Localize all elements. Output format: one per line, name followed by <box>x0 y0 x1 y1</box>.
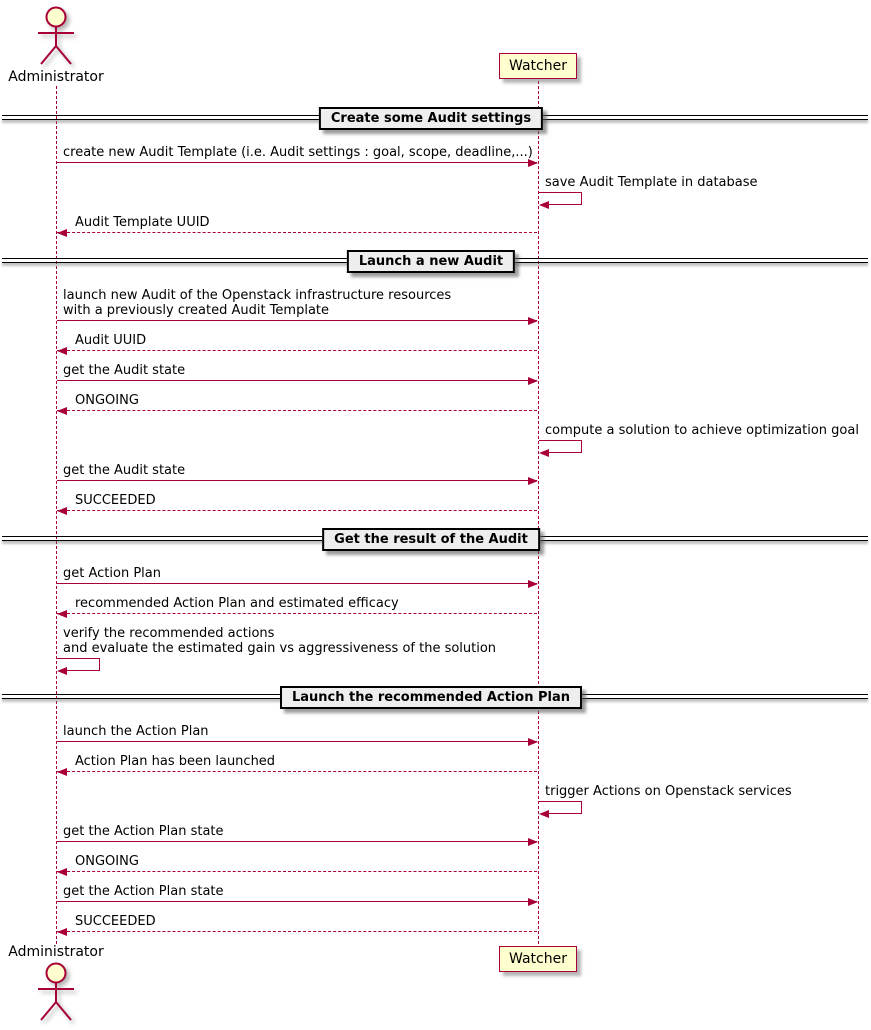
message-text <box>63 884 224 899</box>
message-text <box>63 824 224 839</box>
message-text-line: get Action Plan <box>63 566 161 581</box>
arrowhead-icon <box>528 898 538 906</box>
message-text-line: get the Audit state <box>63 463 186 478</box>
self-loop-top <box>539 801 581 802</box>
message-line <box>57 380 537 381</box>
message-text-line: and evaluate the estimated gain vs aggressiveness of the solution <box>63 641 497 656</box>
message-text <box>63 566 161 581</box>
divider-label: Get the result of the Audit <box>322 528 540 551</box>
self-loop-top <box>57 658 99 659</box>
arrowhead-icon <box>528 377 538 385</box>
administrator-label-top: Administrator <box>8 69 104 85</box>
arrowhead-icon <box>539 810 549 818</box>
self-loop-bottom <box>547 813 582 814</box>
message-line <box>57 320 537 321</box>
message-text <box>75 914 156 929</box>
message-text <box>63 463 185 478</box>
message-text <box>63 363 185 378</box>
administrator-actor-icon <box>31 6 81 68</box>
arrowhead-icon <box>57 610 67 618</box>
arrowhead-icon <box>528 738 538 746</box>
message-text-line: Audit UUID <box>75 333 147 348</box>
message-text-line: save Audit Template in database <box>545 175 758 190</box>
message-line <box>57 162 537 163</box>
message-text-line: get the Action Plan state <box>63 884 224 899</box>
administrator-lifeline <box>56 86 57 944</box>
message-text-line: Action Plan has been launched <box>75 754 276 769</box>
message-text-line: trigger Actions on Openstack services <box>545 784 792 799</box>
self-loop-top <box>539 192 581 193</box>
arrowhead-icon <box>57 667 67 675</box>
administrator-label-bottom: Administrator <box>8 944 104 960</box>
message-text-line: with a previously created Audit Template <box>63 303 330 318</box>
message-text <box>75 854 139 869</box>
arrowhead-icon <box>57 868 67 876</box>
message-line <box>57 232 537 233</box>
arrowhead-icon <box>539 201 549 209</box>
self-loop-bottom <box>65 670 100 671</box>
message-line <box>57 871 537 872</box>
message-line <box>57 510 537 511</box>
message-text-line: launch the Action Plan <box>63 724 209 739</box>
arrowhead-icon <box>528 580 538 588</box>
message-text <box>63 288 451 318</box>
message-text-line: launch new Audit of the Openstack infrastructure resources <box>63 288 452 303</box>
arrowhead-icon <box>57 928 67 936</box>
message-line <box>57 613 537 614</box>
message-text <box>75 215 210 230</box>
message-text-line: SUCCEEDED <box>75 914 156 929</box>
message-line <box>57 931 537 932</box>
message-text-line: ONGOING <box>75 393 139 408</box>
divider-label: Launch a new Audit <box>347 250 515 273</box>
message-text-line: get the Audit state <box>63 363 186 378</box>
message-text-line: get the Action Plan state <box>63 824 224 839</box>
message-text <box>75 333 146 348</box>
arrowhead-icon <box>57 229 67 237</box>
watcher-box-bottom: Watcher <box>499 946 577 972</box>
self-loop-bottom <box>547 204 582 205</box>
message-line <box>57 480 537 481</box>
self-message-text <box>63 626 496 656</box>
arrowhead-icon <box>528 477 538 485</box>
message-text <box>63 145 533 160</box>
self-loop-bottom <box>547 452 582 453</box>
message-line <box>57 583 537 584</box>
message-line <box>57 771 537 772</box>
message-line <box>57 410 537 411</box>
message-text-line: compute a solution to achieve optimization goal <box>545 423 859 438</box>
message-text-line: SUCCEEDED <box>75 493 156 508</box>
arrowhead-icon <box>539 449 549 457</box>
watcher-box-top: Watcher <box>499 53 577 79</box>
self-loop-top <box>539 440 581 441</box>
arrowhead-icon <box>528 317 538 325</box>
message-line <box>57 741 537 742</box>
administrator-actor-icon-bottom <box>31 962 81 1024</box>
message-text-line: Audit Template UUID <box>75 215 210 230</box>
self-message-text <box>545 423 859 438</box>
divider-label: Launch the recommended Action Plan <box>280 686 582 709</box>
arrowhead-icon <box>57 347 67 355</box>
arrowhead-icon <box>57 507 67 515</box>
message-text <box>75 754 275 769</box>
message-text <box>63 724 209 739</box>
message-text-line: recommended Action Plan and estimated efficacy <box>75 596 399 611</box>
message-line <box>57 901 537 902</box>
arrowhead-icon <box>528 838 538 846</box>
self-message-text <box>545 175 758 190</box>
arrowhead-icon <box>528 159 538 167</box>
message-text-line: create new Audit Template (i.e. Audit settings : goal, scope, deadline,...) <box>63 145 533 160</box>
message-text-line: verify the recommended actions <box>63 626 275 641</box>
message-line <box>57 841 537 842</box>
message-text <box>75 596 399 611</box>
message-text <box>75 493 156 508</box>
message-text-line: ONGOING <box>75 854 139 869</box>
message-text <box>75 393 139 408</box>
arrowhead-icon <box>57 407 67 415</box>
self-message-text <box>545 784 792 799</box>
message-line <box>57 350 537 351</box>
divider-label: Create some Audit settings <box>319 107 543 130</box>
arrowhead-icon <box>57 768 67 776</box>
